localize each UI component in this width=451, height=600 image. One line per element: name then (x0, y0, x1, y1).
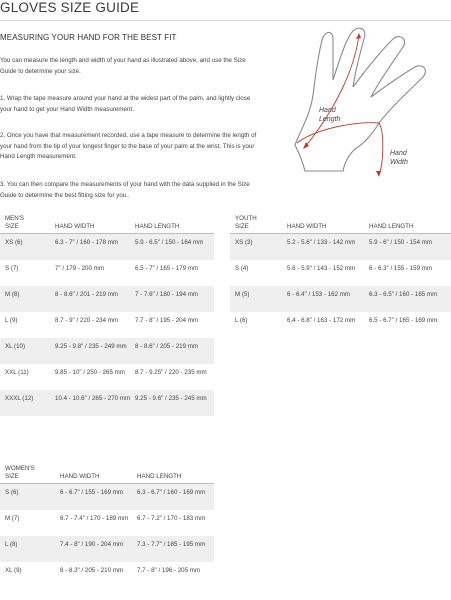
page-title: GLOVES SIZE GUIDE (0, 0, 140, 15)
mens-size-header: MEN'S SIZE (5, 215, 25, 230)
title-divider (0, 20, 451, 21)
size-cell: M (5) (230, 286, 287, 312)
width-cell: 6.4 - 6.8" / 163 - 172 mm (287, 316, 356, 324)
step-1-paragraph: 1. Wrap the tape measure around your hand at the widest part of the palm, and lightly close your hand to get your Hand Width measurement. (0, 95, 251, 113)
mens-width-header: HAND WIDTH (55, 222, 95, 230)
table-row (0, 338, 214, 364)
youth-table-header (230, 215, 451, 234)
section-subtitle: MEASURING YOUR HAND FOR THE BEST FIT (0, 33, 177, 42)
length-cell: 6.5 - 6.7" / 165 - 169 mm (369, 316, 438, 324)
table-row (0, 234, 214, 260)
width-cell: 9.85 - 10" / 250 - 265 mm (55, 368, 125, 376)
length-cell: 8.7 - 9.25" / 220 - 235 mm (135, 368, 207, 376)
length-cell: 7.7 - 8" / 196 - 205 mm (137, 566, 201, 574)
length-cell: 9.25 - 9.6" / 235 - 245 mm (135, 390, 214, 416)
table-row (0, 260, 214, 286)
size-cell: S (6) (0, 484, 60, 510)
size-cell: S (7) (5, 264, 19, 272)
table-row (230, 234, 451, 260)
size-cell: L (6) (235, 316, 248, 324)
table-row (0, 364, 214, 390)
hand-width-label-2: Width (390, 159, 408, 166)
length-cell: 6.5 - 7" / 165 - 179 mm (135, 264, 199, 272)
table-row (0, 510, 214, 536)
width-cell: 8.7 - 9" / 220 - 234 mm (55, 316, 119, 324)
womens-size-table (0, 465, 214, 588)
intro-paragraph: You can measure the length and width of your hand as illustrated above, and use the Size Guide to determine your size. (0, 57, 246, 75)
size-cell: XL (9) (5, 566, 22, 574)
width-cell: 8 - 8.6" / 201 - 219 mm (55, 286, 135, 312)
length-cell: 7.7 - 8" / 195 - 204 mm (135, 316, 199, 324)
length-cell: 6.3 - 6.7" / 160 - 169 mm (137, 484, 214, 510)
hand-length-label-1: Hand (319, 107, 336, 114)
length-cell: 8 - 8.6" / 205 - 219 mm (135, 338, 214, 364)
size-cell: M (7) (5, 514, 20, 522)
size-cell: XS (6) (0, 234, 55, 260)
size-cell: L (8) (0, 536, 60, 562)
step-2-paragraph: 2. Once you have that measurement recorded, use a tape measure to determine the length of your hand from the tip of your longest finger to the base of your palm at the wrist. This is your Hand Length measurement. (0, 132, 257, 160)
width-cell: 6.7 - 7.4" / 170 - 189 mm (60, 514, 129, 522)
width-cell: 6 - 6.7" / 155 - 169 mm (60, 484, 137, 510)
table-row (0, 484, 214, 510)
size-cell: XL (10) (0, 338, 55, 364)
table-row (0, 536, 214, 562)
size-cell: XXL (11) (5, 368, 29, 376)
table-row (0, 286, 214, 312)
size-cell: XXXL (12) (0, 390, 55, 416)
youth-size-table (230, 215, 451, 338)
length-cell: 5.9 - 6" / 150 - 154 mm (369, 234, 451, 260)
width-cell: 7" / 179 - 200 mm (55, 264, 104, 272)
mens-length-header: HAND LENGTH (135, 222, 180, 230)
youth-width-header: HAND WIDTH (287, 222, 327, 230)
length-cell: 6 - 6.3" / 155 - 159 mm (369, 264, 433, 272)
width-cell: 5.6 - 5.9" / 143 - 152 mm (287, 264, 356, 272)
width-cell: 7.4 - 8" / 190 - 204 mm (60, 536, 137, 562)
width-cell: 8 - 8.3" / 205 - 210 mm (60, 566, 124, 574)
table-row (230, 312, 451, 338)
womens-table-header (0, 465, 214, 484)
size-cell: XS (3) (230, 234, 287, 260)
width-cell: 6 - 6.4" / 153 - 162 mm (287, 286, 369, 312)
youth-size-header: YOUTH SIZE (235, 215, 257, 230)
womens-size-header: WOMEN'S SIZE (5, 465, 35, 480)
length-cell: 7 - 7.6" / 180 - 194 mm (135, 286, 214, 312)
table-row (230, 286, 451, 312)
length-cell: 5.9 - 6.5" / 150 - 164 mm (135, 234, 214, 260)
table-row (0, 562, 214, 588)
width-cell: 9.25 - 9.8" / 235 - 249 mm (55, 338, 135, 364)
table-row (0, 312, 214, 338)
hand-width-label-1: Hand (390, 150, 407, 157)
width-cell: 6.3 - 7" / 160 - 178 mm (55, 234, 135, 260)
step-3-paragraph: 3. You can then compare the measurements of your hand with the data supplied in the Size Guide to determine the best fitting size for you.. (0, 181, 250, 199)
womens-width-header: HAND WIDTH (60, 472, 100, 480)
mens-size-table (0, 215, 214, 416)
width-cell: 10.4 - 10.6" / 265 - 270 mm (55, 390, 135, 416)
size-cell: L (9) (5, 316, 18, 324)
size-cell: S (4) (235, 264, 249, 272)
length-cell: 6.3 - 6.5" / 160 - 165 mm (369, 286, 451, 312)
size-cell: M (8) (0, 286, 55, 312)
length-cell: 7.3 - 7.7" / 185 - 195 mm (137, 536, 214, 562)
hand-length-label-2: Length (319, 116, 341, 123)
length-cell: 6.7 - 7.2" / 170 - 183 mm (137, 514, 206, 522)
table-row (230, 260, 451, 286)
hand-measurement-illustration (275, 25, 451, 195)
table-row (0, 390, 214, 416)
womens-length-header: HAND LENGTH (137, 472, 182, 480)
youth-length-header: HAND LENGTH (369, 222, 414, 230)
mens-table-header (0, 215, 214, 234)
width-cell: 5.2 - 5.6" / 133 - 142 mm (287, 234, 369, 260)
